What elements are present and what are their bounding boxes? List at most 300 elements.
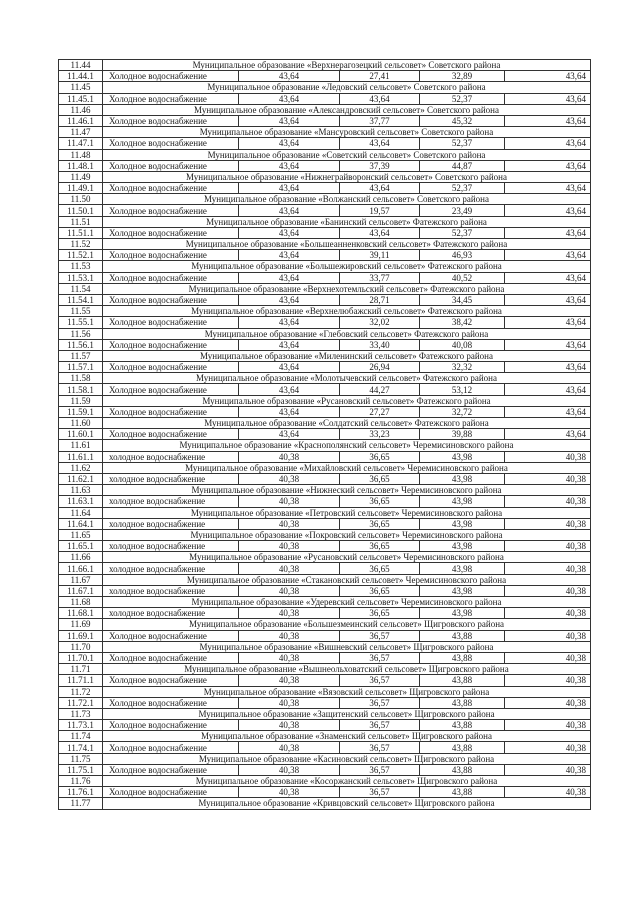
service-name: Холодное водоснабжение xyxy=(103,93,239,104)
tariff-value-4: 40,38 xyxy=(505,630,591,641)
row-code: 11.57 xyxy=(59,350,103,361)
municipality-header-row xyxy=(59,350,591,361)
tariff-row xyxy=(59,787,591,798)
service-name: Холодное водоснабжение xyxy=(103,138,239,149)
service-name: холодное водоснабжение xyxy=(103,563,239,574)
row-code: 11.70.1 xyxy=(59,652,103,663)
municipality-header-row xyxy=(59,731,591,742)
tariff-value-2: 27,27 xyxy=(340,406,420,417)
row-code: 11.52.1 xyxy=(59,250,103,261)
tariff-value-2: 36,57 xyxy=(340,787,420,798)
row-code: 11.46 xyxy=(59,104,103,115)
municipality-title: Муниципальное образование «Нижнеский сельсовет» Черемисиновского района xyxy=(103,485,591,496)
row-code: 11.73.1 xyxy=(59,720,103,731)
municipality-title: Муниципальное образование «Удеревский сельсовет» Черемисиновского района xyxy=(103,597,591,608)
municipality-header-row xyxy=(59,149,591,160)
tariff-value-4: 43,64 xyxy=(505,362,591,373)
tariff-value-4: 43,64 xyxy=(505,71,591,82)
tariff-value-4: 40,38 xyxy=(505,585,591,596)
tariff-row xyxy=(59,585,591,596)
row-code: 11.64.1 xyxy=(59,518,103,529)
row-code: 11.67.1 xyxy=(59,585,103,596)
tariff-value-4: 40,38 xyxy=(505,697,591,708)
service-name: Холодное водоснабжение xyxy=(103,429,239,440)
row-code: 11.75 xyxy=(59,753,103,764)
municipality-header-row xyxy=(59,104,591,115)
tariff-value-3: 43,88 xyxy=(420,630,505,641)
tariff-value-1: 40,38 xyxy=(239,764,340,775)
service-name: Холодное водоснабжение xyxy=(103,115,239,126)
municipality-header-row xyxy=(59,306,591,317)
row-code: 11.60.1 xyxy=(59,429,103,440)
row-code: 11.59 xyxy=(59,395,103,406)
row-code: 11.66.1 xyxy=(59,563,103,574)
row-code: 11.52 xyxy=(59,239,103,250)
service-name: Холодное водоснабжение xyxy=(103,183,239,194)
tariff-value-3: 45,32 xyxy=(420,115,505,126)
row-code: 11.74.1 xyxy=(59,742,103,753)
tariff-value-4: 40,38 xyxy=(505,496,591,507)
tariff-value-2: 43,64 xyxy=(340,183,420,194)
service-name: Холодное водоснабжение xyxy=(103,160,239,171)
tariff-value-1: 43,64 xyxy=(239,138,340,149)
service-name: Холодное водоснабжение xyxy=(103,205,239,216)
municipality-header-row xyxy=(59,753,591,764)
tariff-value-3: 43,88 xyxy=(420,675,505,686)
tariff-row xyxy=(59,362,591,373)
service-name: Холодное водоснабжение xyxy=(103,362,239,373)
service-name: Холодное водоснабжение xyxy=(103,227,239,238)
municipality-header-row xyxy=(59,776,591,787)
row-code: 11.49 xyxy=(59,171,103,182)
row-code: 11.51 xyxy=(59,216,103,227)
municipality-title: Муниципальное образование «Советский сельсовет» Советского района xyxy=(103,149,591,160)
tariff-value-3: 43,88 xyxy=(420,742,505,753)
row-code: 11.44.1 xyxy=(59,71,103,82)
tariff-value-4: 43,64 xyxy=(505,250,591,261)
service-name: холодное водоснабжение xyxy=(103,585,239,596)
tariff-value-3: 43,98 xyxy=(420,473,505,484)
row-code: 11.76.1 xyxy=(59,787,103,798)
tariff-value-4: 43,64 xyxy=(505,339,591,350)
tariff-value-1: 40,38 xyxy=(239,541,340,552)
municipality-title: Муниципальное образование «Петровский сельсовет» Черемисиновского района xyxy=(103,507,591,518)
service-name: Холодное водоснабжение xyxy=(103,317,239,328)
tariff-value-3: 43,98 xyxy=(420,496,505,507)
tariff-value-2: 43,64 xyxy=(340,93,420,104)
municipality-header-row xyxy=(59,418,591,429)
tariff-value-4: 40,38 xyxy=(505,652,591,663)
municipality-title: Муниципальное образование «Волжанский сельсовет» Советского района xyxy=(103,194,591,205)
service-name: холодное водоснабжение xyxy=(103,608,239,619)
service-name: холодное водоснабжение xyxy=(103,541,239,552)
row-code: 11.54.1 xyxy=(59,294,103,305)
tariff-row xyxy=(59,250,591,261)
row-code: 11.47 xyxy=(59,127,103,138)
row-code: 11.57.1 xyxy=(59,362,103,373)
municipality-title: Муниципальное образование «Михайловский сельсовет» Черемисиновского района xyxy=(103,462,591,473)
tariff-row xyxy=(59,406,591,417)
tariff-value-1: 43,64 xyxy=(239,115,340,126)
tariff-value-3: 43,88 xyxy=(420,787,505,798)
tariff-value-3: 40,52 xyxy=(420,272,505,283)
tariff-value-2: 36,65 xyxy=(340,451,420,462)
municipality-header-row xyxy=(59,619,591,630)
municipality-title: Муниципальное образование «Большезмеинский сельсовет» Щигровского района xyxy=(103,619,591,630)
municipality-title: Муниципальное образование «Краснополянский сельсовет» Черемисиновского района xyxy=(103,440,591,451)
municipality-header-row xyxy=(59,485,591,496)
tariff-value-3: 43,88 xyxy=(420,652,505,663)
service-name: Холодное водоснабжение xyxy=(103,697,239,708)
tariff-value-3: 34,45 xyxy=(420,294,505,305)
municipality-header-row xyxy=(59,216,591,227)
service-name: Холодное водоснабжение xyxy=(103,652,239,663)
service-name: Холодное водоснабжение xyxy=(103,406,239,417)
row-code: 11.75.1 xyxy=(59,764,103,775)
tariff-value-2: 36,65 xyxy=(340,585,420,596)
tariff-value-2: 32,02 xyxy=(340,317,420,328)
tariff-value-3: 43,98 xyxy=(420,518,505,529)
tariff-row xyxy=(59,473,591,484)
tariff-value-4: 40,38 xyxy=(505,675,591,686)
service-name: холодное водоснабжение xyxy=(103,496,239,507)
tariff-row xyxy=(59,630,591,641)
service-name: Холодное водоснабжение xyxy=(103,764,239,775)
tariff-value-2: 33,77 xyxy=(340,272,420,283)
service-name: холодное водоснабжение xyxy=(103,518,239,529)
tariff-value-2: 36,57 xyxy=(340,630,420,641)
row-code: 11.62 xyxy=(59,462,103,473)
service-name: холодное водоснабжение xyxy=(103,451,239,462)
tariff-value-2: 33,40 xyxy=(340,339,420,350)
row-code: 11.45.1 xyxy=(59,93,103,104)
tariff-value-3: 44,87 xyxy=(420,160,505,171)
row-code: 11.66 xyxy=(59,552,103,563)
tariff-value-1: 40,38 xyxy=(239,585,340,596)
tariff-value-2: 43,64 xyxy=(340,138,420,149)
tariff-value-2: 39,11 xyxy=(340,250,420,261)
row-code: 11.53.1 xyxy=(59,272,103,283)
municipality-header-row xyxy=(59,373,591,384)
municipality-title: Муниципальное образование «Русановский сельсовет» Черемисиновского района xyxy=(103,552,591,563)
tariff-row xyxy=(59,541,591,552)
tariff-table-body xyxy=(59,60,591,810)
tariff-row xyxy=(59,71,591,82)
row-code: 11.44 xyxy=(59,60,103,71)
row-code: 11.71 xyxy=(59,664,103,675)
row-code: 11.65 xyxy=(59,529,103,540)
tariff-value-1: 40,38 xyxy=(239,742,340,753)
tariff-row xyxy=(59,93,591,104)
tariff-value-1: 40,38 xyxy=(239,473,340,484)
municipality-header-row xyxy=(59,597,591,608)
tariff-value-4: 43,64 xyxy=(505,93,591,104)
municipality-header-row xyxy=(59,194,591,205)
tariff-value-3: 43,98 xyxy=(420,541,505,552)
tariff-value-4: 40,38 xyxy=(505,787,591,798)
row-code: 11.48.1 xyxy=(59,160,103,171)
tariff-value-3: 40,08 xyxy=(420,339,505,350)
row-code: 11.64 xyxy=(59,507,103,518)
tariff-value-1: 40,38 xyxy=(239,496,340,507)
tariff-row xyxy=(59,339,591,350)
tariff-value-2: 36,57 xyxy=(340,720,420,731)
row-code: 11.69 xyxy=(59,619,103,630)
service-name: Холодное водоснабжение xyxy=(103,384,239,395)
tariff-value-2: 36,57 xyxy=(340,652,420,663)
tariff-row xyxy=(59,227,591,238)
row-code: 11.46.1 xyxy=(59,115,103,126)
tariff-value-3: 39,88 xyxy=(420,429,505,440)
tariff-value-2: 44,27 xyxy=(340,384,420,395)
tariff-row xyxy=(59,675,591,686)
tariff-value-3: 43,98 xyxy=(420,585,505,596)
tariff-value-2: 27,41 xyxy=(340,71,420,82)
tariff-value-2: 37,77 xyxy=(340,115,420,126)
tariff-value-2: 33,23 xyxy=(340,429,420,440)
tariff-value-1: 40,38 xyxy=(239,630,340,641)
municipality-title: Муниципальное образование «Верхнехотемльский сельсовет» Фатежского района xyxy=(103,283,591,294)
tariff-value-1: 43,64 xyxy=(239,339,340,350)
tariff-row xyxy=(59,697,591,708)
municipality-header-row xyxy=(59,283,591,294)
tariff-value-2: 36,65 xyxy=(340,608,420,619)
tariff-row xyxy=(59,451,591,462)
municipality-title: Муниципальное образование «Русановский сельсовет» Фатежского района xyxy=(103,395,591,406)
tariff-row xyxy=(59,115,591,126)
tariff-value-4: 43,64 xyxy=(505,227,591,238)
tariff-value-4: 43,64 xyxy=(505,384,591,395)
row-code: 11.69.1 xyxy=(59,630,103,641)
tariff-value-1: 43,64 xyxy=(239,429,340,440)
row-code: 11.56 xyxy=(59,328,103,339)
tariff-value-2: 36,57 xyxy=(340,764,420,775)
tariff-value-3: 32,89 xyxy=(420,71,505,82)
row-code: 11.68.1 xyxy=(59,608,103,619)
municipality-title: Муниципальное образование «Глебовский сельсовет» Фатежского района xyxy=(103,328,591,339)
tariff-value-4: 43,64 xyxy=(505,138,591,149)
tariff-value-2: 19,57 xyxy=(340,205,420,216)
municipality-header-row xyxy=(59,395,591,406)
tariff-value-2: 37,39 xyxy=(340,160,420,171)
tariff-value-4: 40,38 xyxy=(505,720,591,731)
municipality-title: Муниципальное образование «Знаменский сельсовет» Щигровского района xyxy=(103,731,591,742)
tariff-value-1: 40,38 xyxy=(239,720,340,731)
tariff-row xyxy=(59,384,591,395)
municipality-title: Муниципальное образование «Защитенский сельсовет» Щигровского района xyxy=(103,708,591,719)
row-code: 11.61 xyxy=(59,440,103,451)
municipality-header-row xyxy=(59,60,591,71)
tariff-value-1: 43,64 xyxy=(239,227,340,238)
municipality-title: Муниципальное образование «Большежировский сельсовет» Фатежского района xyxy=(103,261,591,272)
tariff-value-1: 40,38 xyxy=(239,563,340,574)
row-code: 11.72.1 xyxy=(59,697,103,708)
tariff-row xyxy=(59,160,591,171)
row-code: 11.67 xyxy=(59,574,103,585)
tariff-value-2: 28,71 xyxy=(340,294,420,305)
tariff-value-4: 43,64 xyxy=(505,406,591,417)
municipality-title: Муниципальное образование «Стакановский сельсовет» Черемисиновского района xyxy=(103,574,591,585)
row-code: 11.76 xyxy=(59,776,103,787)
tariff-row xyxy=(59,183,591,194)
tariff-value-3: 52,37 xyxy=(420,227,505,238)
municipality-header-row xyxy=(59,798,591,809)
tariff-row xyxy=(59,317,591,328)
municipality-header-row xyxy=(59,708,591,719)
municipality-header-row xyxy=(59,82,591,93)
tariff-value-1: 43,64 xyxy=(239,406,340,417)
municipality-title: Муниципальное образование «Ледовский сельсовет» Советского района xyxy=(103,82,591,93)
row-code: 11.51.1 xyxy=(59,227,103,238)
tariff-value-1: 43,64 xyxy=(239,317,340,328)
tariff-value-1: 43,64 xyxy=(239,294,340,305)
service-name: Холодное водоснабжение xyxy=(103,675,239,686)
row-code: 11.58 xyxy=(59,373,103,384)
municipality-header-row xyxy=(59,440,591,451)
tariff-value-3: 43,98 xyxy=(420,451,505,462)
row-code: 11.72 xyxy=(59,686,103,697)
tariff-value-3: 43,88 xyxy=(420,764,505,775)
municipality-title: Муниципальное образование «Верхнелюбажский сельсовет» Фатежского района xyxy=(103,306,591,317)
tariff-value-2: 36,65 xyxy=(340,563,420,574)
tariff-value-2: 36,65 xyxy=(340,473,420,484)
tariff-value-3: 38,42 xyxy=(420,317,505,328)
tariff-row xyxy=(59,294,591,305)
tariff-row xyxy=(59,720,591,731)
tariff-value-3: 32,72 xyxy=(420,406,505,417)
tariff-value-1: 43,64 xyxy=(239,71,340,82)
tariff-row xyxy=(59,138,591,149)
row-code: 11.60 xyxy=(59,418,103,429)
tariff-table xyxy=(58,59,591,810)
tariff-value-3: 43,88 xyxy=(420,720,505,731)
municipality-title: Муниципальное образование «Нижнеграйворонский сельсовет» Советского района xyxy=(103,171,591,182)
municipality-title: Муниципальное образование «Касиновский сельсовет» Щигровского района xyxy=(103,753,591,764)
tariff-value-4: 43,64 xyxy=(505,115,591,126)
row-code: 11.49.1 xyxy=(59,183,103,194)
tariff-value-3: 23,49 xyxy=(420,205,505,216)
tariff-value-4: 40,38 xyxy=(505,541,591,552)
row-code: 11.77 xyxy=(59,798,103,809)
tariff-value-1: 43,64 xyxy=(239,250,340,261)
municipality-header-row xyxy=(59,261,591,272)
municipality-title: Муниципальное образование «Большеанненковский сельсовет» Фатежского района xyxy=(103,239,591,250)
municipality-title: Муниципальное образование «Кривцовский сельсовет» Щигровского района xyxy=(103,798,591,809)
tariff-value-4: 40,38 xyxy=(505,518,591,529)
tariff-value-1: 40,38 xyxy=(239,675,340,686)
tariff-row xyxy=(59,652,591,663)
service-name: Холодное водоснабжение xyxy=(103,250,239,261)
tariff-value-1: 40,38 xyxy=(239,697,340,708)
row-code: 11.68 xyxy=(59,597,103,608)
tariff-value-2: 36,57 xyxy=(340,742,420,753)
municipality-header-row xyxy=(59,507,591,518)
tariff-value-2: 36,57 xyxy=(340,697,420,708)
municipality-title: Муниципальное образование «Вышнеольховатский сельсовет» Щигровского района xyxy=(103,664,591,675)
row-code: 11.70 xyxy=(59,641,103,652)
row-code: 11.50 xyxy=(59,194,103,205)
tariff-value-3: 52,37 xyxy=(420,183,505,194)
row-code: 11.73 xyxy=(59,708,103,719)
tariff-value-4: 40,38 xyxy=(505,473,591,484)
municipality-title: Муниципальное образование «Вязовский сельсовет» Щигровского района xyxy=(103,686,591,697)
tariff-value-1: 40,38 xyxy=(239,652,340,663)
row-code: 11.55 xyxy=(59,306,103,317)
tariff-row xyxy=(59,742,591,753)
municipality-header-row xyxy=(59,529,591,540)
row-code: 11.61.1 xyxy=(59,451,103,462)
tariff-value-1: 43,64 xyxy=(239,384,340,395)
municipality-header-row xyxy=(59,552,591,563)
municipality-header-row xyxy=(59,462,591,473)
tariff-value-1: 43,64 xyxy=(239,205,340,216)
tariff-value-1: 43,64 xyxy=(239,160,340,171)
tariff-value-4: 43,64 xyxy=(505,183,591,194)
tariff-value-2: 36,65 xyxy=(340,541,420,552)
tariff-value-4: 43,64 xyxy=(505,317,591,328)
tariff-value-1: 43,64 xyxy=(239,272,340,283)
row-code: 11.63.1 xyxy=(59,496,103,507)
service-name: Холодное водоснабжение xyxy=(103,339,239,350)
tariff-row xyxy=(59,272,591,283)
service-name: Холодное водоснабжение xyxy=(103,787,239,798)
tariff-value-3: 43,98 xyxy=(420,608,505,619)
row-code: 11.48 xyxy=(59,149,103,160)
service-name: Холодное водоснабжение xyxy=(103,720,239,731)
tariff-value-3: 32,32 xyxy=(420,362,505,373)
row-code: 11.62.1 xyxy=(59,473,103,484)
tariff-value-3: 53,12 xyxy=(420,384,505,395)
tariff-value-2: 36,65 xyxy=(340,518,420,529)
tariff-value-1: 43,64 xyxy=(239,183,340,194)
municipality-title: Муниципальное образование «Александровский сельсовет» Советского района xyxy=(103,104,591,115)
service-name: Холодное водоснабжение xyxy=(103,272,239,283)
row-code: 11.63 xyxy=(59,485,103,496)
municipality-header-row xyxy=(59,641,591,652)
tariff-value-3: 43,98 xyxy=(420,563,505,574)
municipality-title: Муниципальное образование «Молотычевский сельсовет» Фатежского района xyxy=(103,373,591,384)
row-code: 11.45 xyxy=(59,82,103,93)
tariff-value-4: 43,64 xyxy=(505,160,591,171)
tariff-value-2: 26,94 xyxy=(340,362,420,373)
tariff-value-1: 40,38 xyxy=(239,608,340,619)
service-name: Холодное водоснабжение xyxy=(103,742,239,753)
tariff-row xyxy=(59,205,591,216)
municipality-title: Муниципальное образование «Вишневский сельсовет» Щигровского района xyxy=(103,641,591,652)
municipality-title: Муниципальное образование «Миленинский сельсовет» Фатежского района xyxy=(103,350,591,361)
tariff-value-1: 40,38 xyxy=(239,518,340,529)
municipality-title: Муниципальное образование «Покровский сельсовет» Черемисиновского района xyxy=(103,529,591,540)
service-name: Холодное водоснабжение xyxy=(103,294,239,305)
tariff-value-1: 43,64 xyxy=(239,93,340,104)
tariff-value-2: 43,64 xyxy=(340,227,420,238)
tariff-value-3: 52,37 xyxy=(420,93,505,104)
tariff-row xyxy=(59,764,591,775)
municipality-title: Муниципальное образование «Верхнерагозецкий сельсовет» Советского района xyxy=(103,60,591,71)
municipality-title: Муниципальное образование «Косоржанский сельсовет» Щигровского района xyxy=(103,776,591,787)
municipality-header-row xyxy=(59,127,591,138)
tariff-value-4: 40,38 xyxy=(505,742,591,753)
tariff-value-4: 43,64 xyxy=(505,205,591,216)
row-code: 11.65.1 xyxy=(59,541,103,552)
tariff-row xyxy=(59,496,591,507)
municipality-header-row xyxy=(59,171,591,182)
tariff-value-4: 40,38 xyxy=(505,451,591,462)
municipality-title: Муниципальное образование «Мансуровский сельсовет» Советского района xyxy=(103,127,591,138)
municipality-header-row xyxy=(59,328,591,339)
tariff-row xyxy=(59,563,591,574)
municipality-header-row xyxy=(59,574,591,585)
